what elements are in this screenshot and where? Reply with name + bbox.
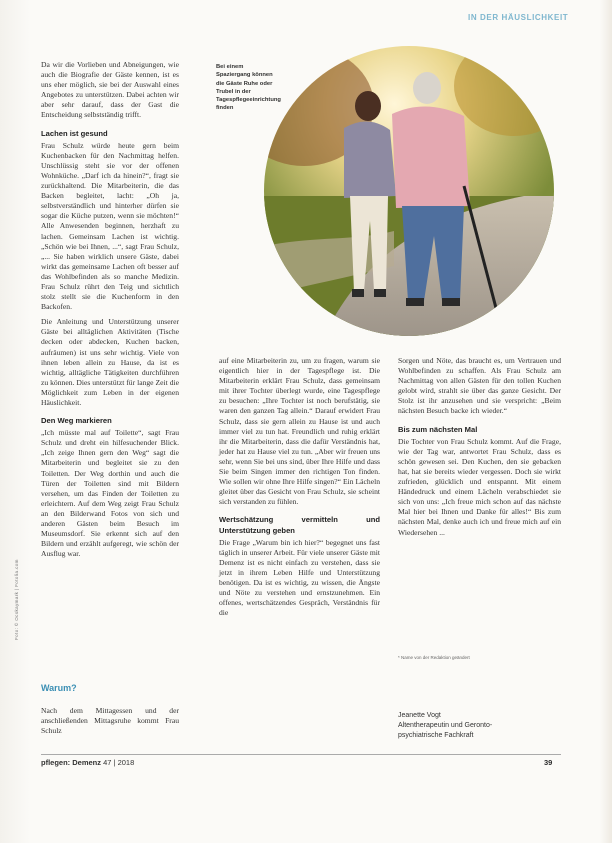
subheading: Den Weg markieren [41, 416, 112, 426]
author-block [398, 711, 561, 741]
section-header: IN DER HÄUSLICHKEIT [468, 13, 569, 22]
subheading: Wertschätzung vermitteln und Unterstützung geben [219, 515, 380, 535]
page-number: 39 [544, 758, 553, 767]
paragraph: Die Tochter von Frau Schulz kommt. Auf die Frage, wie der Tag war, antwortet Frau Schulz, dass es schön gewesen sei. Den Kuchen, den sie gebacken hat, hat sie bereits wieder vergessen. Doch sie wirkt zufrieden, glücklich und entspannt. Mit einem Händedruck und einem Lächeln verabschiedet sie sich von uns: „Ich freue mich schon auf das nächste Mal hier bei Ihnen und Danke für alles!“ Bis zum nächsten Mal, denke auch ich und freue mich auf ein Wiedersehen ... [398, 436, 561, 537]
paragraph: „Ich müsste mal auf Toilette“, sagt Frau Schulz und dreht ein hilfesuchender Blick. „Ich zeige Ihnen gern den Weg“ sagt die Mitarbeiterin und begleitet sie zu den Toiletten. Der Weg dorthin und auch die Türen der Toiletten sind mit Bildern versehen, um das Finden der Toiletten zu erleichtern. Auf dem Weg zeigt Frau Schulz an den Bilderwand Fotos von sich und anderen Gästen beim Besuch im Museumsdorf. Sie erkennt sich auf den Bildern und erzählt aufgeregt, wie schön der Ausflug war. [41, 428, 179, 559]
subheading: Lachen ist gesund [41, 128, 108, 138]
subheading: Bis zum nächsten Mal [398, 424, 478, 434]
paragraph: Frau Schulz würde heute gern beim Kuchenbacken für den Nachmittag helfen. Unschlüssig steht sie vor der offenen Wohnküche. „Darf ich da hinein?“, fragt sie zurückhaltend. Die Mitarbeiterin, die das Backen begleitet, lacht: „Oh ja, selbstverständlich und hinterher dürfen sie sogar die Küche putzen, wenn sie möchten!“ Alle Anwesenden beginnen, herzhaft zu lachen. Gemeinsam Lachen ist wichtig. „Schön wie bei Ihnen, ...“, sagt Frau Schulz, „... Sie haben wirklich unsere Gäste, dabei wirkt das gemeinsame Lachen oft besser auf das Wohlbefinden als so manche Medizin. Frau Schulz rührt den Teig und sichtlich stolz stellt sie die Kuchenform in den Backofen. [41, 140, 179, 312]
paragraph: auf eine Mitarbeiterin zu, um zu fragen, warum sie eigentlich hier in der Tagespflege ist. Die Mitarbeiterin erklärt Frau Schulz, dass gemeinsam mit ihrer Tochter überlegt wurde, eine Tagespflege zu besuchen: „Ihre Tochter ist noch berufstätig, sie waren den ganzen Tag allein.“ Darauf erwidert Frau Schulz, dass sie gern allein zu Hause ist und auch immer viel zu tun hat. Freundlich und ruhig erklärt ihr die Mitarbeiterin, dass die dafür Verständnis hat, jeder hat zu Hause viel zu tun. „Aber wir freuen uns sehr, wenn Sie bei uns sind, über Ihre Hilfe und dass Sie beim Singen immer den richtigen Ton finden. Wie sollen wir ohne Ihre Hilfe singen?“ Ein Lächeln gleitet über das Gesicht von Frau Schulz, sie scheint sich verstanden zu fühlen. [219, 356, 380, 507]
subheading-warum: Warum? [41, 683, 77, 693]
author-role-line1: Altentherapeutin und Geronto- [398, 722, 493, 729]
issue-number: 47 | 2018 [103, 758, 135, 767]
paragraph: Die Frage „Warum bin ich hier?“ begegnet uns fast täglich in unserer Arbeit. Für viele unserer Gäste mit Demenz ist es nicht einfach zu verstehen, dass sie jetzt in ihrem Leben Hilfe und Unterstützung benötigen. Da ist es wichtig, zu wissen, die Ängste und Nöte zu verstehen und ernstzunehmen. Ein offenes, wertschätzendes Gespräch, Verständnis für die [219, 537, 380, 618]
paragraph: Die Anleitung und Unterstützung unserer Gäste bei alltäglichen Aktivitäten (Tische decken oder abdecken, Kuchen backen, aufräumen) ist uns sehr wichtig. Viele von ihnen leben allein zu Hause, da ist es wichtig, alltägliche Tätigkeiten durchführen zu können. Dies unterstützt für lange Zeit die Möglichkeit zum Leben in der eigenen Häuslichkeit. [41, 317, 179, 407]
text-column-left [41, 60, 179, 564]
page-edge [600, 0, 612, 843]
author-role-line2: psychiatrische Fachkraft [398, 732, 474, 739]
magazine-title: pflegen: Demenz [41, 758, 102, 767]
walking-couple-photo [264, 46, 554, 336]
footer-rule [41, 754, 561, 755]
footnote: * Name von der Redaktion geändert [398, 655, 470, 660]
text-column-right [398, 356, 561, 543]
paragraph: Da wir die Vorlieben und Abneigungen, wie auch die Biografie der Gäste kennen, ist es uns eher möglich, sie bei der Auswahl eines Angebotes zu unterstützen. Dabei achten wir aber sehr darauf, dass der Gast die Entscheidung selbstständig trifft. [41, 60, 179, 120]
photo-caption: Bei einem Spaziergang können die Gäste Ruhe oder Trubel in der Tagespflegeeinrichtung finden [216, 64, 281, 112]
photo-credit: Foto: © Ocskaymark | Fotolia.com [14, 559, 19, 640]
continuation-text: Nach dem Mittagessen und der anschließenden Mittagsruhe kommt Frau Schulz [41, 706, 179, 736]
paragraph: Sorgen und Nöte, das braucht es, um Vertrauen und Wohlbefinden zu schaffen. Als Frau Schulz am Nachmittag von allen Gästen für den tollen Kuchen gelobt wird, strahlt sie über das ganze Gesicht. Der Stolz ist ihr anzusehen und sie verspricht: „Beim nächsten Besuch backe ich wieder.“ [398, 356, 561, 416]
text-column-middle [219, 356, 380, 623]
author-name: Jeanette Vogt [398, 712, 441, 719]
footer-magazine [41, 758, 134, 767]
